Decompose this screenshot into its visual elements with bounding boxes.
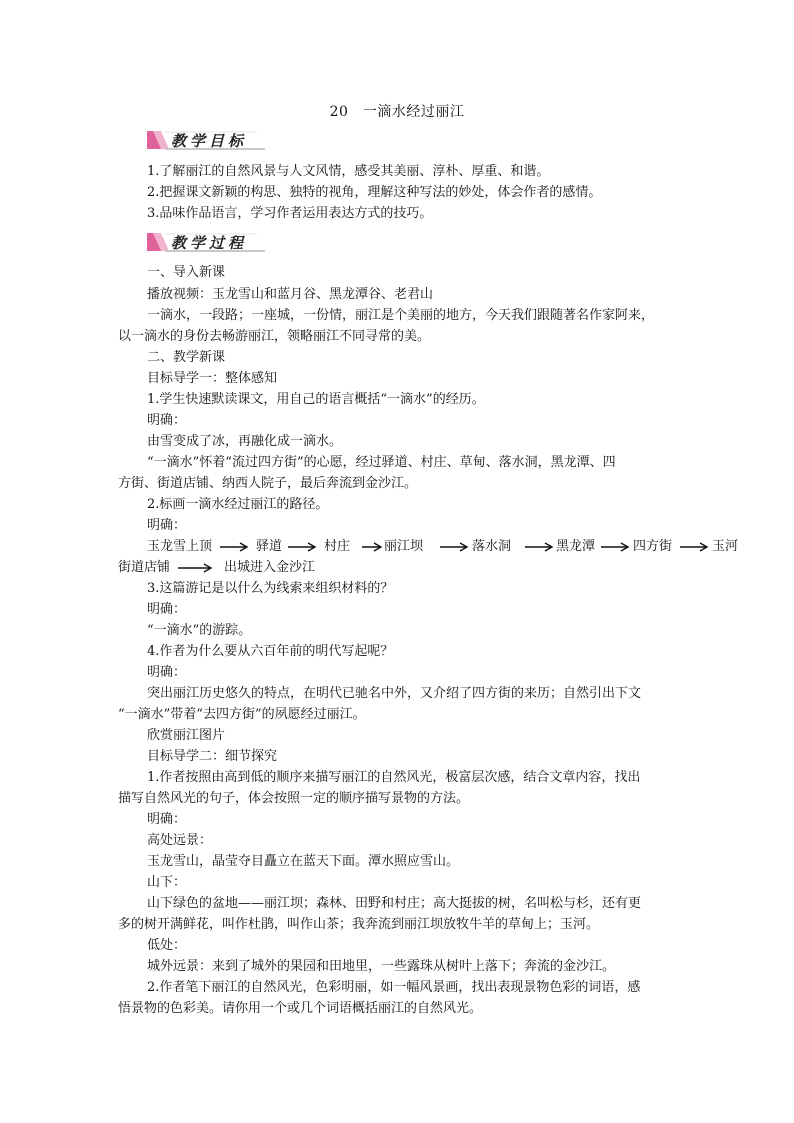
heading: 一、导入新课: [147, 265, 226, 280]
route-stop: 街道店铺: [118, 560, 171, 575]
answer-label: 明确：: [147, 602, 187, 617]
route-stop: 玉河: [712, 539, 739, 554]
question: 描写自然风光的句子，体会按照一定的顺序描写景物的方法。: [118, 791, 470, 806]
answer: 由雪变成了冰，再融化成一滴水。: [147, 434, 343, 449]
section-banner-goals: [147, 127, 267, 153]
question: 3.这篇游记是以什么为线索来组织材料的？: [147, 581, 394, 596]
question: 4.作者为什么要从六百年前的明代写起呢？: [147, 644, 394, 659]
route-stop: 四方街: [633, 539, 673, 554]
answer: 山下：: [147, 875, 187, 890]
section-title-process: 教学过程: [171, 234, 248, 252]
route-stop: 出城进入金沙江: [224, 560, 316, 575]
goal-item: 1.了解丽江的自然风景与人文风情，感受其美丽、淳朴、厚重、和谐。: [147, 164, 550, 179]
answer: 多的树开满鲜花，叫作杜鹃，叫作山茶；我奔流到丽江坝放牧牛羊的草甸上；玉河。: [118, 917, 600, 932]
paragraph: 一滴水，一段路；一座城，一份情，丽江是个美丽的地方，今天我们跟随著名作家阿来，: [147, 308, 655, 323]
paragraph: 欣赏丽江图片: [147, 728, 226, 743]
heading: 二、教学新课: [147, 350, 226, 365]
route-stop: 驿道: [256, 539, 283, 554]
page-title: 20 一滴水经过丽江: [329, 104, 465, 120]
section-banner-process: [147, 229, 267, 255]
paragraph: 播放视频：玉龙雪山和蓝月谷、黑龙潭谷、老君山: [147, 287, 434, 302]
route-stop: 村庄: [324, 539, 351, 554]
arrow-right-icon: [288, 542, 318, 552]
goal-item: 3.品味作品语言，学习作者运用表达方式的技巧。: [147, 206, 433, 221]
arrow-right-icon: [362, 542, 384, 552]
answer-label: 明确：: [147, 413, 187, 428]
subheading: 目标导学一：整体感知: [147, 371, 278, 386]
answer: 山下绿色的盆地——丽江坝；森林、田野和村庄；高大挺拔的树，名叫松与杉，还有更: [147, 896, 642, 911]
paragraph: 以一滴水的身份去畅游丽江，领略丽江不同寻常的美。: [118, 329, 431, 344]
question: 2.标画一滴水经过丽江的路径。: [147, 497, 329, 512]
answer: 方街、街道店铺、纳西人院子，最后奔流到金沙江。: [118, 476, 418, 491]
subheading: 目标导学二：细节探究: [147, 749, 278, 764]
route-stop: 黑龙潭: [556, 539, 596, 554]
arrow-right-icon: [525, 542, 555, 552]
answer: “一滴水”的游踪。: [147, 623, 252, 638]
arrow-right-icon: [601, 542, 631, 552]
answer-label: 明确：: [147, 665, 187, 680]
arrow-right-icon: [440, 542, 470, 552]
route-stop: 落水洞: [472, 539, 512, 554]
answer: 高处远景：: [147, 833, 213, 848]
answer: 突出丽江历史悠久的特点，在明代已驰名中外，又介绍了四方街的来历；自然引出下文: [147, 686, 642, 701]
answer: 玉龙雪山，晶莹夺目矗立在蓝天下面。潭水照应雪山。: [147, 854, 460, 869]
answer: 城外远景：来到了城外的果园和田地里，一些露珠从树叶上落下；奔流的金沙江。: [147, 959, 616, 974]
arrow-right-icon: [680, 542, 710, 552]
answer: 低处：: [147, 938, 187, 953]
section-title-goals: 教学目标: [171, 132, 248, 150]
arrow-right-icon: [178, 563, 214, 573]
arrow-right-icon: [220, 542, 250, 552]
route-stop: 丽江坝: [384, 539, 424, 554]
goal-item: 2.把握课文新颖的构思、独特的视角，理解这种写法的妙处，体会作者的感情。: [147, 185, 602, 200]
answer-label: 明确：: [147, 518, 187, 533]
answer: “一滴水”怀着“流过四方街”的心愿，经过驿道、村庄、草甸、落水洞，黑龙潭、四: [147, 455, 616, 470]
answer: “一滴水”带着“去四方街”的夙愿经过丽江。: [118, 707, 366, 722]
route-stop: 玉龙雪上顶: [147, 539, 213, 554]
answer-label: 明确：: [147, 812, 187, 827]
question: 悟景物的色彩美。请你用一个或几个词语概括丽江的自然风光。: [118, 1001, 483, 1016]
question: 1.作者按照由高到低的顺序来描写丽江的自然风光，极富层次感，结合文章内容，找出: [147, 770, 641, 785]
question: 1.学生快速默读课文，用自己的语言概括“一滴水”的经历。: [147, 392, 485, 407]
question: 2.作者笔下丽江的自然风光，色彩明丽，如一幅风景画，找出表现景物色彩的词语，感: [147, 980, 641, 995]
